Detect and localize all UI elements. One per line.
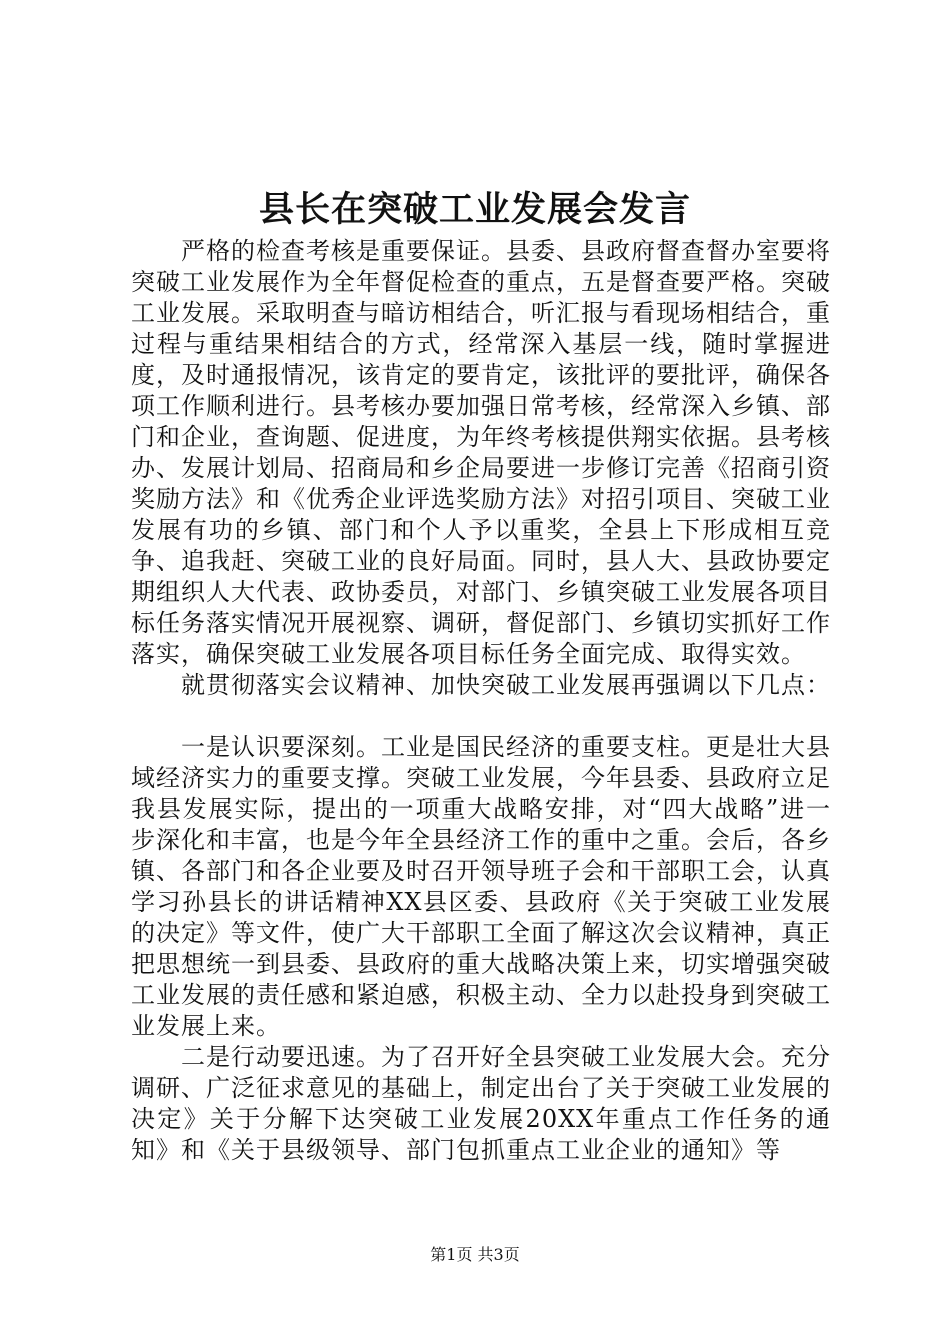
paragraph-emphasis-intro: 就贯彻落实会议精神、加快突破工业发展再强调以下几点：: [181, 671, 831, 699]
paragraph-point-one: 一是认识要深刻。工业是国民经济的重要支柱。更是壮大县域经济实力的重要支撑。突破工业发展，今年县委、县政府立足我县发展实际，提出的一项重大战略安排，对“四大战略”进一步深化和丰富，也是今年全县经济工作的重中之重。会后，各乡镇、各部门和各企业要及时召开领导班子会和干部职工会，认真学习孙县长的讲话精神XX县区委、县政府《关于突破工业发展的决定》等文件，使广大干部职工全面了解这次会议精神，真正把思想统一到县委、县政府的重大战略决策上来，切实增强突破工业发展的责任感和紧迫感，积极主动、全力以赴投身到突破工业发展上来。: [131, 733, 831, 1040]
page-footer: 第1页 共3页: [430, 1245, 520, 1264]
paragraph-point-two: 二是行动要迅速。为了召开好全县突破工业发展大会。充分调研、广泛征求意见的基础上，制定出台了关于突破工业发展的决定》关于分解下达突破工业发展20XX年重点工作任务的通知》和《关于县级领导、部门包抓重点工业企业的通知》等: [131, 1043, 831, 1164]
document-title: 县长在突破工业发展会发言: [258, 189, 691, 230]
document-body: [131, 236, 831, 1166]
paragraph-inspection: 严格的检查考核是重要保证。县委、县政府督查督办室要将突破工业发展作为全年督促检查的重点，五是督查要严格。突破工业发展。采取明查与暗访相结合，听汇报与看现场相结合，重过程与重结果相结合的方式，经常深入基层一线，随时掌握进度，及时通报情况，该肯定的要肯定，该批评的要批评，确保各项工作顺利进行。县考核办要加强日常考核，经常深入乡镇、部门和企业，查询题、促进度，为年终考核提供翔实依据。县考核办、发展计划局、招商局和乡企局要进一步修订完善《招商引资奖励方法》和《优秀企业评选奖励方法》对招引项目、突破工业发展有功的乡镇、部门和个人予以重奖，全县上下形成相互竞争、追我赶、突破工业的良好局面。同时，县人大、县政协要定期组织人大代表、政协委员，对部门、乡镇突破工业发展各项目标任务落实情况开展视察、调研，督促部门、乡镇切实抓好工作落实，确保突破工业发展各项目标任务全面完成、取得实效。: [131, 237, 831, 668]
